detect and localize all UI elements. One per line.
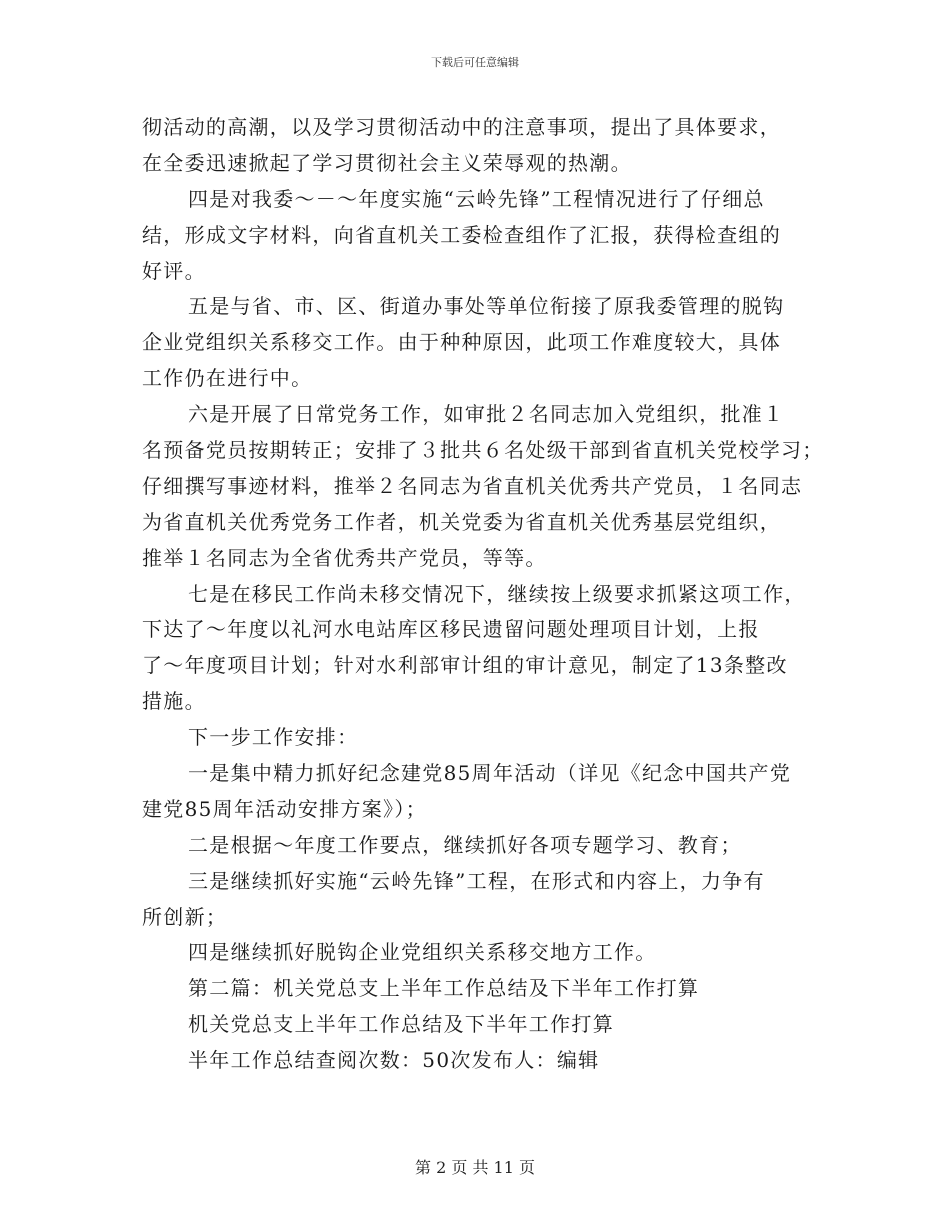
text-line: 措施。 (142, 689, 206, 714)
section-heading: 第二篇：机关党总支上半年工作总结及下半年工作打算 (188, 976, 700, 1001)
text-line: 好评。 (142, 258, 206, 283)
text-line: 六是开展了日常党务工作，如审批２名同志加入党组织，批准１ (188, 402, 785, 427)
text-line: 四是继续抓好脱钩企业党组织关系移交地方工作。 (188, 940, 657, 965)
page-header: 下载后可任意编辑 (431, 56, 519, 69)
text-line: 下达了～年度以礼河水电站库区移民遗留问题处理项目计划，上报 (142, 617, 760, 642)
page-number: 第 2 页 共 11 页 (415, 1158, 535, 1177)
document-body (142, 110, 822, 1079)
text-line: 下一步工作安排： (188, 725, 359, 750)
text-line: 在全委迅速掀起了学习贯彻社会主义荣辱观的热潮。 (142, 150, 632, 175)
text-line: 工作仍在进行中。 (142, 366, 313, 391)
text-line: 推举１名同志为全省优秀共产党员，等等。 (142, 545, 547, 570)
text-line: 企业党组织关系移交工作。由于种种原因，此项工作难度较大，具体 (142, 330, 781, 355)
text-line: 彻活动的高潮，以及学习贯彻活动中的注意事项，提出了具体要求， (142, 115, 781, 139)
text-line: 半年工作总结查阅次数：50次发布人：编辑 (188, 1048, 600, 1073)
text-line: 建党85周年活动安排方案》）； (142, 796, 427, 821)
text-line: 结，形成文字材料，向省直机关工委检查组作了汇报，获得检查组的 (142, 222, 781, 247)
text-line: 为省直机关优秀党务工作者，机关党委为省直机关优秀基层党组织， (142, 509, 781, 534)
text-line: 三是继续抓好实施“云岭先锋”工程，在形式和内容上，力争有 (188, 868, 765, 893)
text-line: 五是与省、市、区、街道办事处等单位衔接了原我委管理的脱钩 (188, 294, 785, 319)
text-line: 了～年度项目计划；针对水利部审计组的审计意见，制定了13条整改 (142, 653, 788, 678)
text-line: 仔细撰写事迹材料，推举２名同志为省直机关优秀共产党员，１名同志 (142, 473, 803, 498)
text-line: 一是集中精力抓好纪念建党85周年活动（详见《纪念中国共产党 (188, 761, 792, 786)
text-line: 所创新； (142, 904, 228, 929)
text-line: 二是根据～年度工作要点，继续抓好各项专题学习、教育； (188, 832, 742, 857)
text-line: 四是对我委～－～年度实施“云岭先锋”工程情况进行了仔细总 (188, 186, 765, 211)
text-line: 七是在移民工作尚未移交情况下，继续按上级要求抓紧这项工作， (188, 581, 806, 606)
text-line: 名预备党员按期转正；安排了３批共６名处级干部到省直机关党校学习； (142, 438, 824, 463)
section-subtitle: 机关党总支上半年工作总结及下半年工作打算 (188, 1012, 614, 1037)
